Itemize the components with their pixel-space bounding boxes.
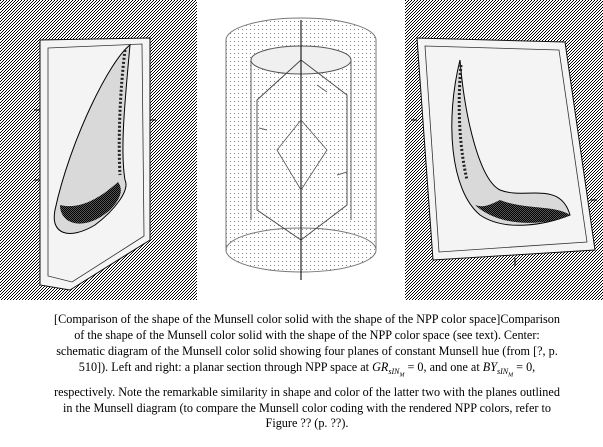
npp-planar-section-gr-icon [0, 0, 197, 300]
caption-math-by: $BY_{sIN_M}$ [482, 359, 514, 379]
caption-math-gr: $GR_{sIN_M}$ [372, 359, 405, 379]
caption-text-3: = 0, respectively. Note the remarkable similarity in shape and color of the latter two with the planes outlined in the Munsell diagram (to compare the Munsell color coding with the rendered NPP colors, refer to Figure ?? (p. ??). [54, 359, 560, 431]
caption-text-2: = 0, and one at [404, 359, 483, 374]
munsell-solid-diagram-icon [197, 0, 405, 300]
figure-caption [52, 312, 562, 432]
npp-planar-section-by-icon [405, 0, 603, 300]
caption-text-1: [Comparison of the shape of the Munsell color solid with the shape of the NPP color space]Comparison of the shape of the Munsell color solid with the shape of the NPP color space (see text). Center: schematic diagram of the Munsell color solid showing four planes of constant Munsell hue (from [?, p. 510]). Left and right: a planar section through NPP space at [54, 312, 560, 374]
